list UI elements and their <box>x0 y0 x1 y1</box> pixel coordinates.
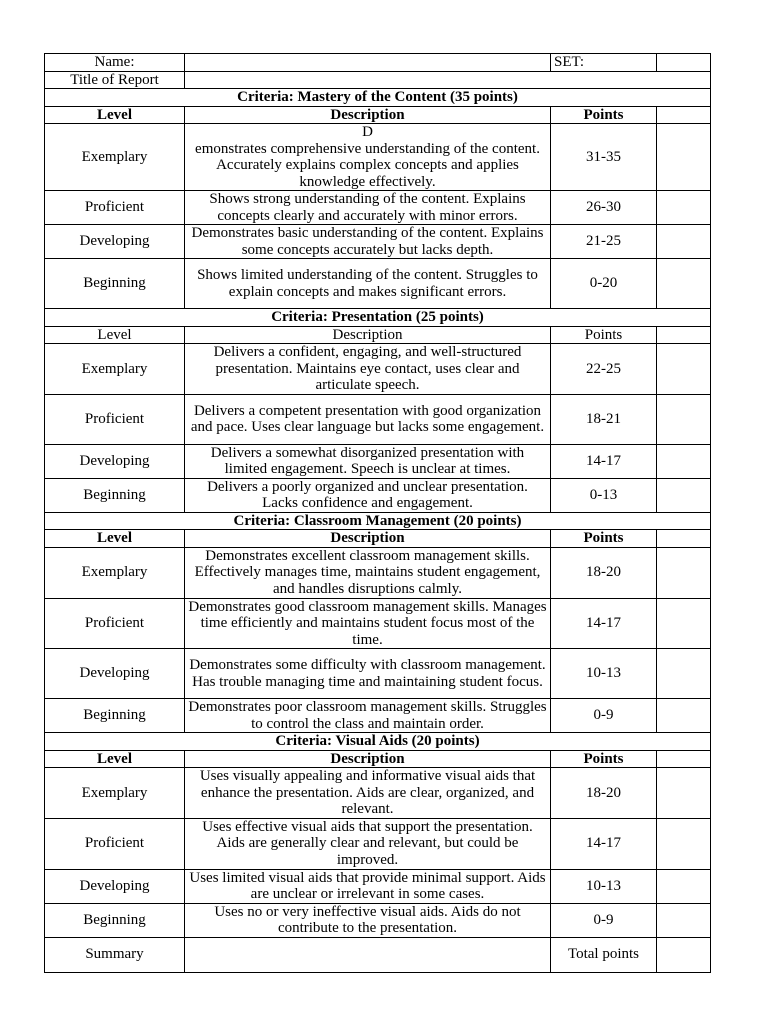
level-header: Level <box>45 106 185 124</box>
level-cell: Beginning <box>45 903 185 937</box>
section-header-row <box>45 326 711 344</box>
description-cell: Uses no or very ineffective visual aids. Aids do not contribute to the presentation. <box>185 903 551 937</box>
section-title-row <box>45 512 711 530</box>
points-cell: 10-13 <box>551 869 657 903</box>
score-cell[interactable] <box>657 106 711 124</box>
points-cell: 10-13 <box>551 649 657 699</box>
title-label: Title of Report <box>45 71 185 89</box>
rubric-row <box>45 225 711 259</box>
score-cell[interactable] <box>657 699 711 733</box>
description-cell: Uses effective visual aids that support the presentation. Aids are generally clear and relevant, but could be improved. <box>185 818 551 869</box>
level-cell: Developing <box>45 869 185 903</box>
rubric-row <box>45 903 711 937</box>
score-cell[interactable] <box>657 444 711 478</box>
description-header: Description <box>185 106 551 124</box>
rubric-row <box>45 818 711 869</box>
points-cell: 14-17 <box>551 444 657 478</box>
rubric-row <box>45 124 711 191</box>
points-cell: 21-25 <box>551 225 657 259</box>
score-cell[interactable] <box>657 547 711 598</box>
points-header: Points <box>551 106 657 124</box>
section-header-row <box>45 530 711 548</box>
points-cell: 0-9 <box>551 903 657 937</box>
total-points-field[interactable] <box>657 937 711 972</box>
score-cell[interactable] <box>657 326 711 344</box>
score-cell[interactable] <box>657 768 711 819</box>
section-header-row <box>45 106 711 124</box>
summary-label: Summary <box>45 937 185 972</box>
rubric-row <box>45 547 711 598</box>
level-cell: Proficient <box>45 818 185 869</box>
score-cell[interactable] <box>657 903 711 937</box>
level-cell: Exemplary <box>45 124 185 191</box>
description-cell: Demonstrates basic understanding of the content. Explains some concepts accurately but lacks depth. <box>185 225 551 259</box>
points-header: Points <box>551 750 657 768</box>
level-cell: Developing <box>45 649 185 699</box>
rubric-row <box>45 259 711 309</box>
rubric-row <box>45 394 711 444</box>
level-cell: Developing <box>45 444 185 478</box>
section-title-row <box>45 89 711 107</box>
rubric-row <box>45 649 711 699</box>
description-cell: Shows strong understanding of the content. Explains concepts clearly and accurately with minor errors. <box>185 191 551 225</box>
rubric-row <box>45 598 711 649</box>
total-points-label: Total points <box>551 937 657 972</box>
score-cell[interactable] <box>657 818 711 869</box>
section-title: Criteria: Visual Aids (20 points) <box>45 733 711 751</box>
description-cell: Shows limited understanding of the content. Struggles to explain concepts and makes significant errors. <box>185 259 551 309</box>
section-header-row <box>45 750 711 768</box>
points-header: Points <box>551 326 657 344</box>
rubric-row <box>45 191 711 225</box>
level-cell: Exemplary <box>45 768 185 819</box>
level-header: Level <box>45 750 185 768</box>
rubric-row <box>45 699 711 733</box>
points-cell: 18-20 <box>551 547 657 598</box>
points-cell: 18-21 <box>551 394 657 444</box>
level-cell: Beginning <box>45 478 185 512</box>
description-cell: Delivers a poorly organized and unclear presentation. Lacks confidence and engagement. <box>185 478 551 512</box>
points-cell: 0-20 <box>551 259 657 309</box>
section-title-row <box>45 733 711 751</box>
points-cell: 22-25 <box>551 344 657 395</box>
description-header: Description <box>185 326 551 344</box>
level-cell: Proficient <box>45 598 185 649</box>
score-cell[interactable] <box>657 191 711 225</box>
section-title: Criteria: Mastery of the Content (35 points) <box>45 89 711 107</box>
level-cell: Beginning <box>45 699 185 733</box>
description-header: Description <box>185 750 551 768</box>
points-cell: 0-13 <box>551 478 657 512</box>
description-cell: Demonstrates some difficulty with classroom management. Has trouble managing time and maintaining student focus. <box>185 649 551 699</box>
section-title: Criteria: Presentation (25 points) <box>45 309 711 327</box>
points-cell: 14-17 <box>551 598 657 649</box>
score-cell[interactable] <box>657 124 711 191</box>
description-header: Description <box>185 530 551 548</box>
level-cell: Proficient <box>45 191 185 225</box>
set-field[interactable] <box>657 54 711 72</box>
level-cell: Beginning <box>45 259 185 309</box>
score-cell[interactable] <box>657 530 711 548</box>
level-cell: Exemplary <box>45 344 185 395</box>
section-title: Criteria: Classroom Management (20 points) <box>45 512 711 530</box>
rubric-row <box>45 478 711 512</box>
rubric-row <box>45 768 711 819</box>
level-cell: Proficient <box>45 394 185 444</box>
points-cell: 18-20 <box>551 768 657 819</box>
description-cell: Uses limited visual aids that provide minimal support. Aids are unclear or irrelevant in some cases. <box>185 869 551 903</box>
score-cell[interactable] <box>657 259 711 309</box>
rubric-table <box>44 53 711 973</box>
section-title-row <box>45 309 711 327</box>
points-header: Points <box>551 530 657 548</box>
description-cell: Demonstrates good classroom management skills. Manages time efficiently and maintains student focus most of the time. <box>185 598 551 649</box>
score-cell[interactable] <box>657 344 711 395</box>
rubric-row <box>45 869 711 903</box>
points-cell: 31-35 <box>551 124 657 191</box>
summary-row <box>45 937 711 972</box>
score-cell[interactable] <box>657 598 711 649</box>
name-row <box>45 54 711 72</box>
description-cell: Delivers a competent presentation with good organization and pace. Uses clear language but lacks some engagement. <box>185 394 551 444</box>
level-cell: Developing <box>45 225 185 259</box>
points-cell: 14-17 <box>551 818 657 869</box>
name-label: Name: <box>45 54 185 72</box>
set-label: SET: <box>551 54 657 72</box>
points-cell: 26-30 <box>551 191 657 225</box>
score-cell[interactable] <box>657 649 711 699</box>
description-cell: D emonstrates comprehensive understanding of the content. Accurately explains complex concepts and applies knowledge effectively. <box>185 124 551 191</box>
description-cell: Demonstrates excellent classroom management skills. Effectively manages time, maintains student engagement, and handles disruptions calmly. <box>185 547 551 598</box>
level-header: Level <box>45 530 185 548</box>
score-cell[interactable] <box>657 394 711 444</box>
points-cell: 0-9 <box>551 699 657 733</box>
score-cell[interactable] <box>657 750 711 768</box>
description-cell: Delivers a confident, engaging, and well-structured presentation. Maintains eye contact, uses clear and articulate speech. <box>185 344 551 395</box>
title-row <box>45 71 711 89</box>
score-cell[interactable] <box>657 225 711 259</box>
score-cell[interactable] <box>657 869 711 903</box>
description-cell: Uses visually appealing and informative visual aids that enhance the presentation. Aids are clear, organized, and relevant. <box>185 768 551 819</box>
rubric-row <box>45 444 711 478</box>
description-cell: Demonstrates poor classroom management skills. Struggles to control the class and maintain order. <box>185 699 551 733</box>
score-cell[interactable] <box>657 478 711 512</box>
level-header: Level <box>45 326 185 344</box>
rubric-row <box>45 344 711 395</box>
rubric-body <box>45 54 711 973</box>
title-field[interactable] <box>185 71 711 89</box>
summary-field[interactable] <box>185 937 551 972</box>
level-cell: Exemplary <box>45 547 185 598</box>
description-cell: Delivers a somewhat disorganized presentation with limited engagement. Speech is unclear at times. <box>185 444 551 478</box>
name-field[interactable] <box>185 54 551 72</box>
